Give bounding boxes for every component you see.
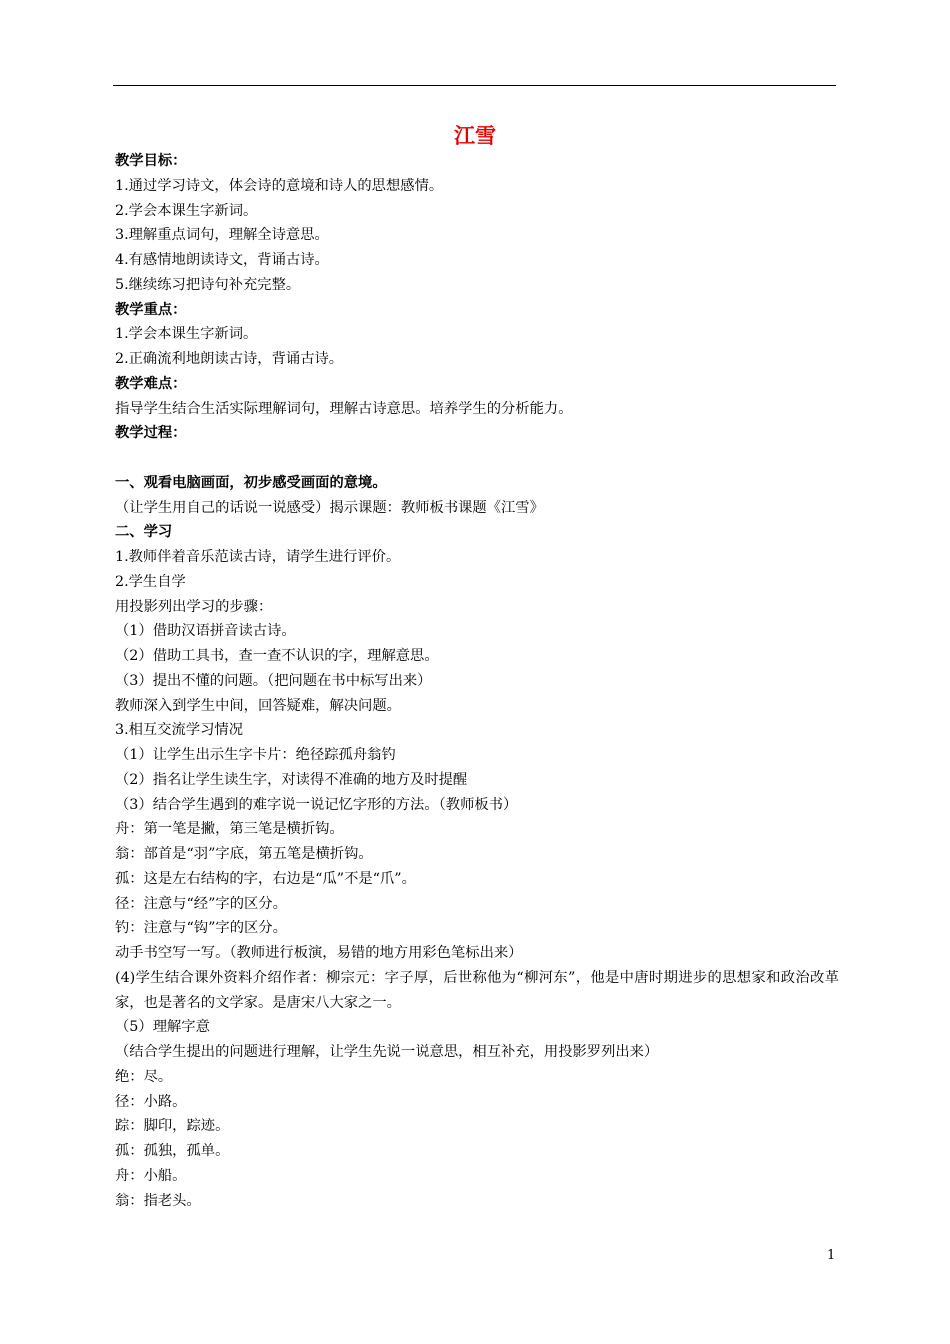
process-line: 舟：第一笔是撇，第三笔是横折钩。 [115, 821, 344, 838]
process-line: （2）借助工具书，查一查不认识的字，理解意思。 [115, 648, 439, 664]
process-line: 径：注意与“经”字的区分。 [115, 895, 287, 912]
process-line: （1）借助汉语拼音读古诗。 [115, 623, 296, 640]
goal-item: 3.理解重点词句，理解全诗意思。 [115, 227, 329, 244]
process-line: （3）提出不懂的问题。（把问题在书中标写出来） [115, 672, 432, 689]
key-point-item: 1.学会本课生字新词。 [115, 326, 258, 343]
goal-item: 5.继续练习把诗句补充完整。 [115, 276, 301, 293]
blank-line [115, 446, 839, 471]
goal-item: 4.有感情地朗读诗文，背诵古诗。 [115, 252, 329, 268]
process-line: 3.相互交流学习情况 [115, 722, 244, 739]
goal-item: 1.通过学习诗文，体会诗的意境和诗人的思想感情。 [115, 177, 444, 194]
definition-line: 踪：脚印，踪迹。 [115, 1118, 230, 1135]
process-line: （结合学生提出的问题进行理解，让学生先说一说意思，相互补充，用投影罗列出来） [115, 1044, 659, 1060]
definition-line: 孤：孤独，孤单。 [115, 1143, 230, 1159]
definition-line: 翁：指老头。 [115, 1192, 201, 1209]
document-title: 江雪 [454, 124, 496, 148]
process-line: 钓：注意与“钩”字的区分。 [115, 920, 287, 937]
process-heading: 教学过程： [115, 425, 187, 442]
process-line: （3）结合学生遇到的难字说一说记忆字形的方法。（教师板书） [115, 796, 518, 813]
page-number: 1 [827, 1248, 836, 1263]
author-intro-paragraph: (4)学生结合课外资料介绍作者：柳宗元：字子厚，后世称他为“柳河东”，他是中唐时期进步的思想家和政治改革家，也是著名的文学家。是唐宋八大家之一。 [115, 969, 839, 1011]
process-line: 2.学生自学 [115, 573, 186, 590]
part1-text: （让学生用自己的话说一说感受）揭示课题：教师板书课题《江雪》 [115, 499, 544, 516]
process-line: （5）理解字意 [115, 1019, 210, 1036]
part1-heading: 一、观看电脑画面，初步感受画面的意境。 [115, 474, 387, 491]
difficulties-heading: 教学难点： [115, 375, 187, 392]
goal-item: 2.学会本课生字新词。 [115, 202, 258, 219]
process-line: 1.教师伴着音乐范读古诗，请学生进行评价。 [115, 549, 401, 565]
process-line: （2）指名让学生读生字，对读得不准确的地方及时提醒 [115, 771, 468, 788]
process-line: 孤：这是左右结构的字，右边是“瓜”不是“爪”。 [115, 870, 416, 887]
part2-heading: 二、学习 [115, 524, 173, 541]
process-line: 教师深入到学生中间，回答疑难，解决问题。 [115, 697, 401, 714]
process-line: 动手书空写一写。（教师进行板演，易错的地方用彩色笔标出来） [115, 945, 523, 961]
process-line: 用投影列出学习的步骤： [115, 598, 273, 615]
goals-heading: 教学目标： [115, 153, 187, 169]
definition-line: 舟：小船。 [115, 1167, 187, 1184]
key-point-item: 2.正确流利地朗读古诗，背诵古诗。 [115, 351, 344, 367]
document-body [115, 149, 839, 1213]
process-line: （1）让学生出示生字卡片：绝径踪孤舟翁钓 [115, 747, 396, 763]
definition-line: 绝：尽。 [115, 1068, 173, 1085]
header-rule [113, 85, 836, 86]
key-points-heading: 教学重点： [115, 301, 187, 318]
difficulty-item: 指导学生结合生活实际理解词句，理解古诗意思。培养学生的分析能力。 [115, 400, 573, 417]
definition-line: 径：小路。 [115, 1093, 187, 1110]
process-line: 翁：部首是“羽”字底，第五笔是横折钩。 [115, 846, 373, 862]
